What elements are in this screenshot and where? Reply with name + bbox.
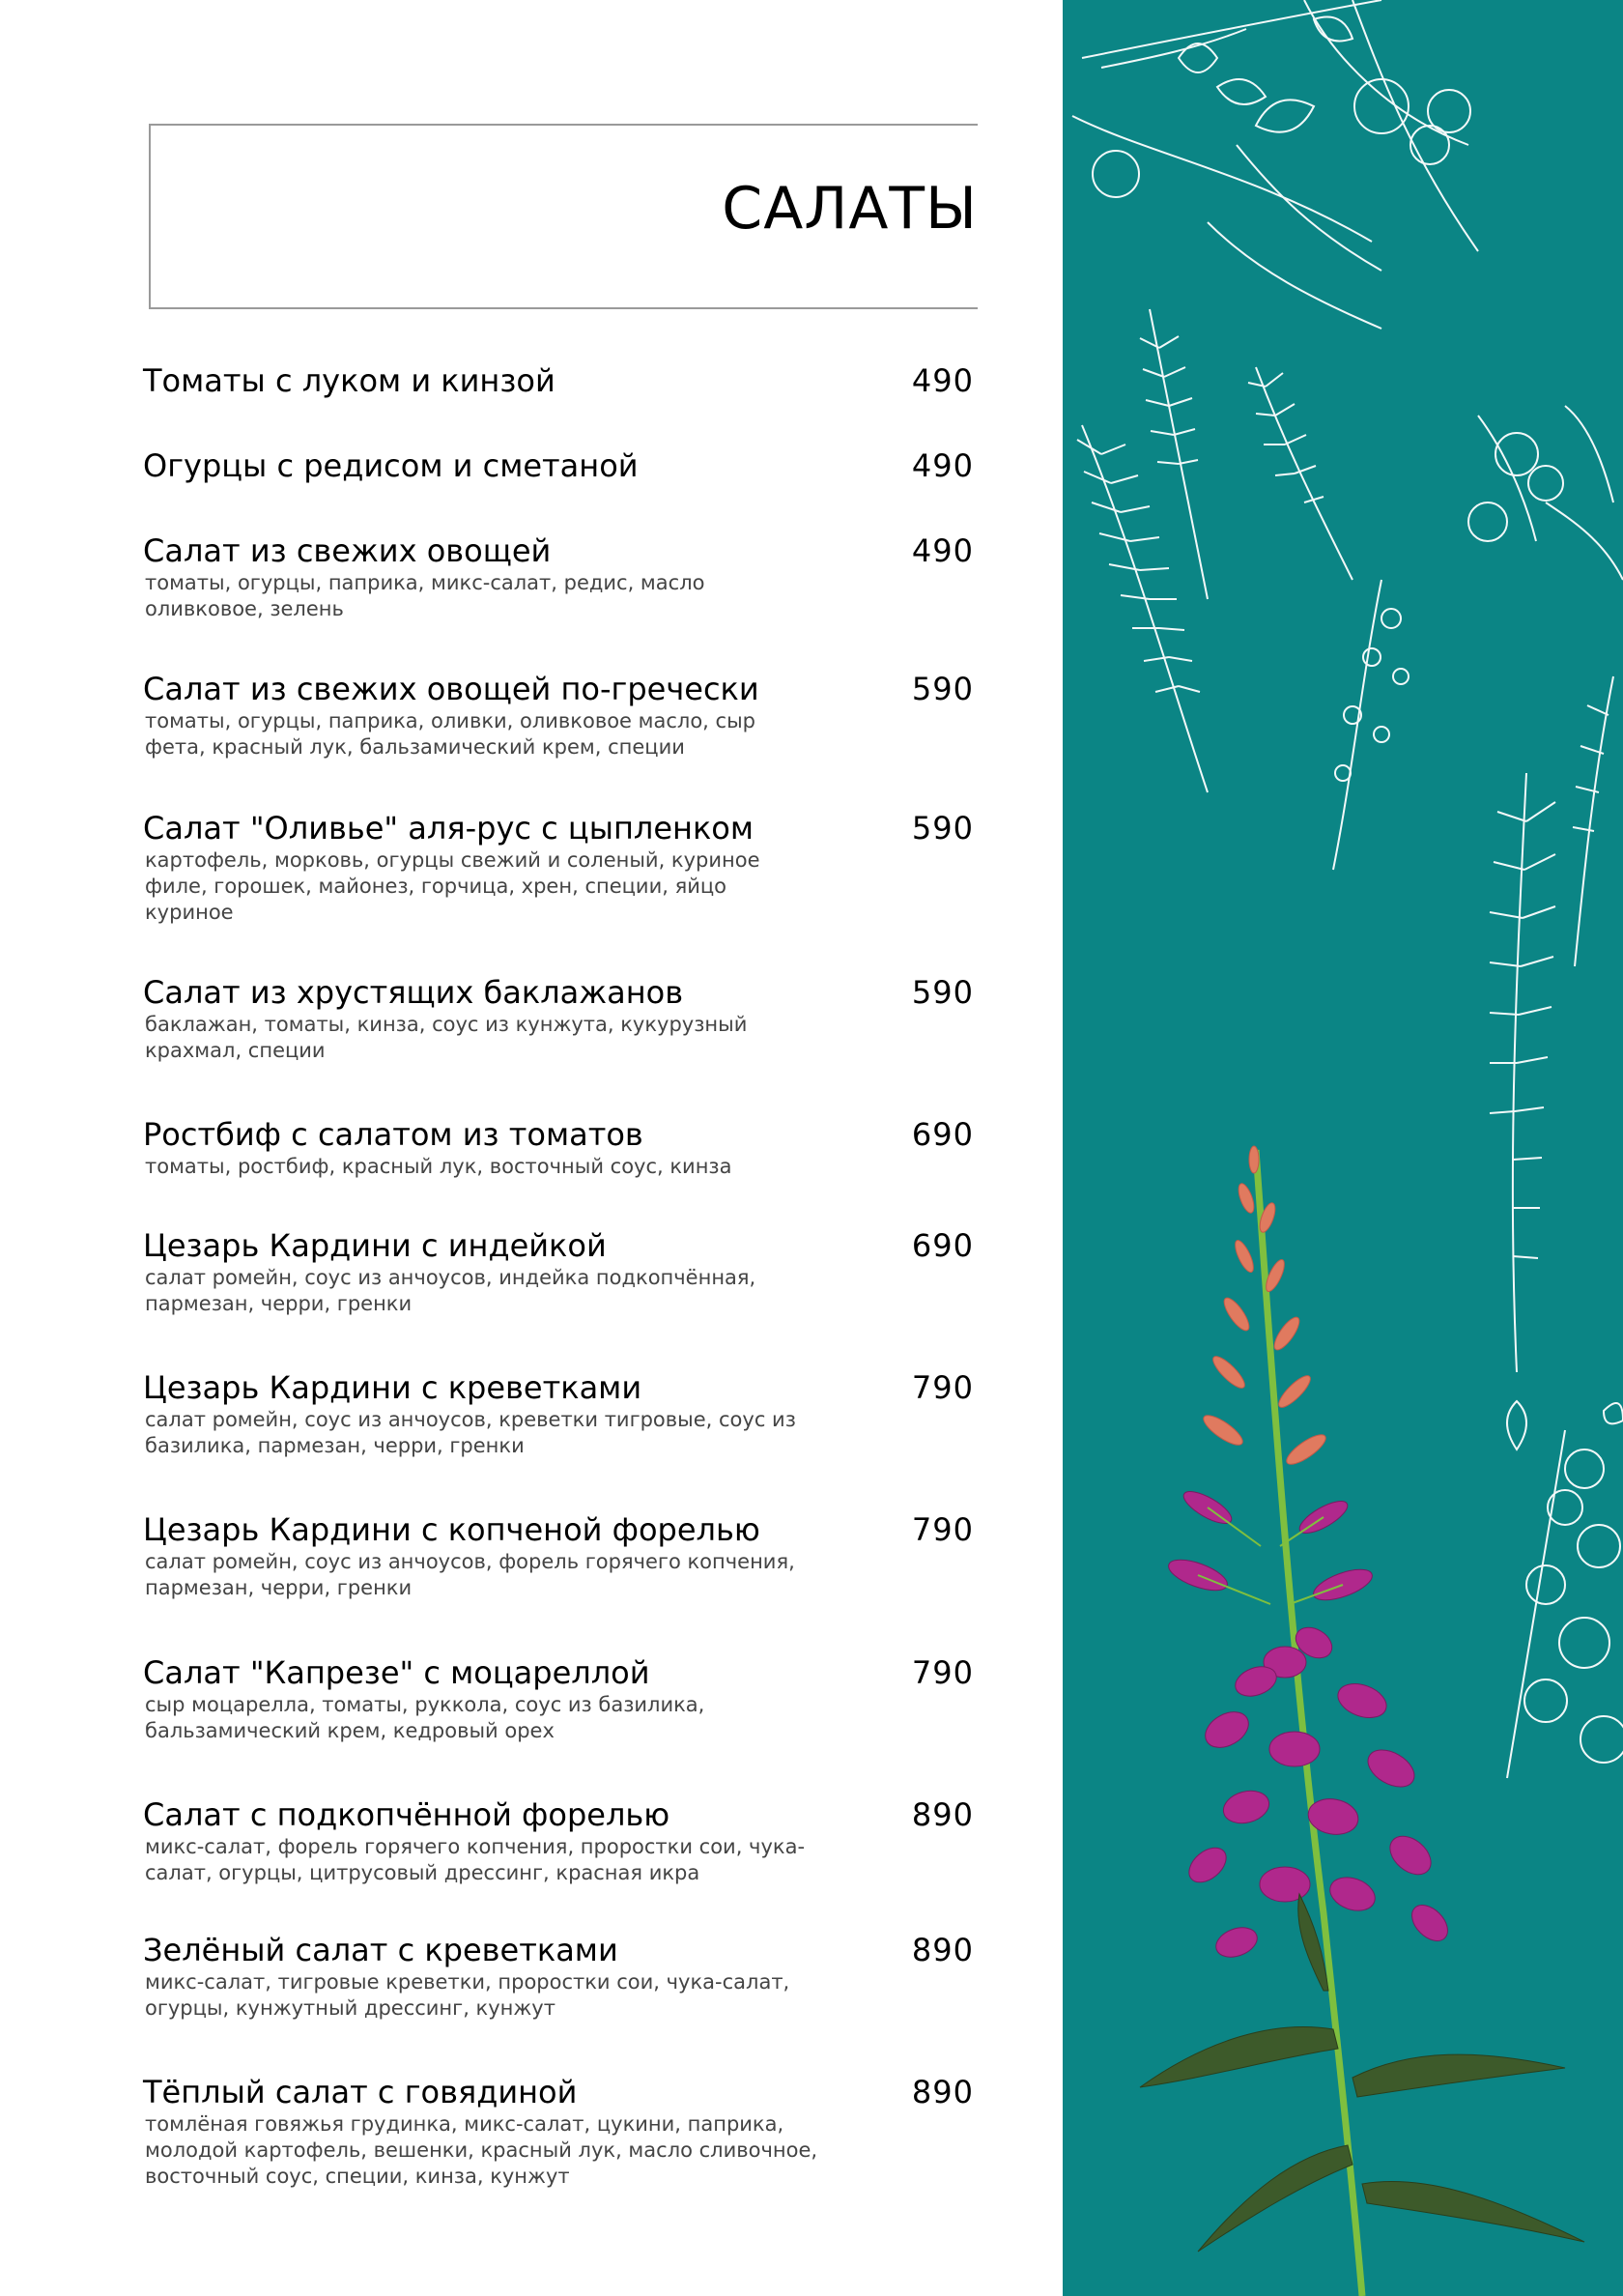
item-price: 490 — [911, 447, 974, 484]
menu-item — [143, 1653, 974, 1744]
item-price: 590 — [911, 810, 974, 847]
item-price: 790 — [911, 1369, 974, 1406]
item-description: салат ромейн, соус из анчоусов, креветки тигровые, соус из базилика, пармезан, черри, гренки — [145, 1408, 796, 1457]
item-name: Салат из хрустящих баклажанов — [143, 974, 684, 1011]
section-title: САЛАТЫ — [722, 175, 978, 243]
menu-item — [143, 1510, 974, 1601]
item-name: Салат "Капрезе" с моцареллой — [143, 1654, 650, 1691]
item-description: салат ромейн, соус из анчоусов, форель горячего копчения, пармезан, черри, гренки — [145, 1550, 795, 1599]
item-description: томлёная говяжья грудинка, микс-салат, цукини, паприка, молодой картофель, вешенки, красный лук, масло сливочное, восточный соус, специи, кинза, кунжут — [145, 2112, 818, 2188]
menu-item — [143, 670, 974, 761]
fireweed-flower — [1140, 1146, 1584, 2296]
item-price: 690 — [911, 1116, 974, 1153]
item-price: 790 — [911, 1654, 974, 1691]
item-price: 890 — [911, 2074, 974, 2110]
item-name: Цезарь Кардини с копченой форелью — [143, 1511, 760, 1548]
item-name: Тёплый салат с говядиной — [143, 2074, 578, 2110]
menu-item — [143, 2073, 974, 2190]
item-description: баклажан, томаты, кинза, соус из кунжута, кукурузный крахмал, специи — [145, 1013, 748, 1062]
item-description: томаты, огурцы, паприка, оливки, оливковое масло, сыр фета, красный лук, бальзамический крем, специи — [145, 709, 755, 759]
menu-item — [143, 1795, 974, 1886]
menu-item — [143, 446, 974, 485]
item-price: 690 — [911, 1227, 974, 1264]
item-description: микс-салат, форель горячего копчения, проростки сои, чука-салат, огурцы, цитрусовый дрессинг, красная икра — [145, 1835, 806, 1884]
item-name: Салат с подкопчённой форелью — [143, 1796, 670, 1833]
item-description: микс-салат, тигровые креветки, проростки сои, чука-салат, огурцы, кунжутный дрессинг, кунжут — [145, 1970, 790, 2020]
item-description: салат ромейн, соус из анчоусов, индейка подкопчённая, пармезан, черри, гренки — [145, 1266, 756, 1315]
menu-item — [143, 973, 974, 1064]
title-frame — [149, 124, 978, 309]
item-name: Цезарь Кардини с креветками — [143, 1369, 642, 1406]
line-art-plants — [1072, 0, 1623, 1778]
item-name: Ростбиф с салатом из томатов — [143, 1116, 643, 1153]
item-description: томаты, огурцы, паприка, микс-салат, редис, масло оливковое, зелень — [145, 571, 705, 620]
item-name: Огурцы с редисом и сметаной — [143, 447, 639, 484]
item-description: томаты, ростбиф, красный лук, восточный соус, кинза — [145, 1155, 732, 1178]
item-price: 790 — [911, 1511, 974, 1548]
item-name: Салат из свежих овощей — [143, 532, 552, 569]
item-price: 890 — [911, 1796, 974, 1833]
item-price: 490 — [911, 532, 974, 569]
item-price: 490 — [911, 362, 974, 399]
botanical-illustration-panel — [1063, 0, 1623, 2296]
menu-item — [143, 1931, 974, 2022]
menu-item — [143, 1368, 974, 1459]
menu-item — [143, 809, 974, 926]
item-name: Салат из свежих овощей по-гречески — [143, 671, 759, 707]
item-price: 890 — [911, 1932, 974, 1968]
item-description: сыр моцарелла, томаты, руккола, соус из базилика, бальзамический крем, кедровый орех — [145, 1693, 705, 1742]
menu-item — [143, 1115, 974, 1180]
item-name: Зелёный салат с креветками — [143, 1932, 618, 1968]
item-price: 590 — [911, 671, 974, 707]
botanical-illustration — [1063, 0, 1623, 2296]
item-description: картофель, морковь, огурцы свежий и соленый, куриное филе, горошек, майонез, горчица, хрен, специи, яйцо куриное — [145, 848, 760, 924]
item-name: Томаты с луком и кинзой — [143, 362, 555, 399]
menu-item — [143, 1226, 974, 1317]
menu-item — [143, 531, 974, 622]
item-name: Цезарь Кардини с индейкой — [143, 1227, 607, 1264]
item-price: 590 — [911, 974, 974, 1011]
menu-item — [143, 361, 974, 400]
item-name: Салат "Оливье" аля-рус с цыпленком — [143, 810, 754, 847]
